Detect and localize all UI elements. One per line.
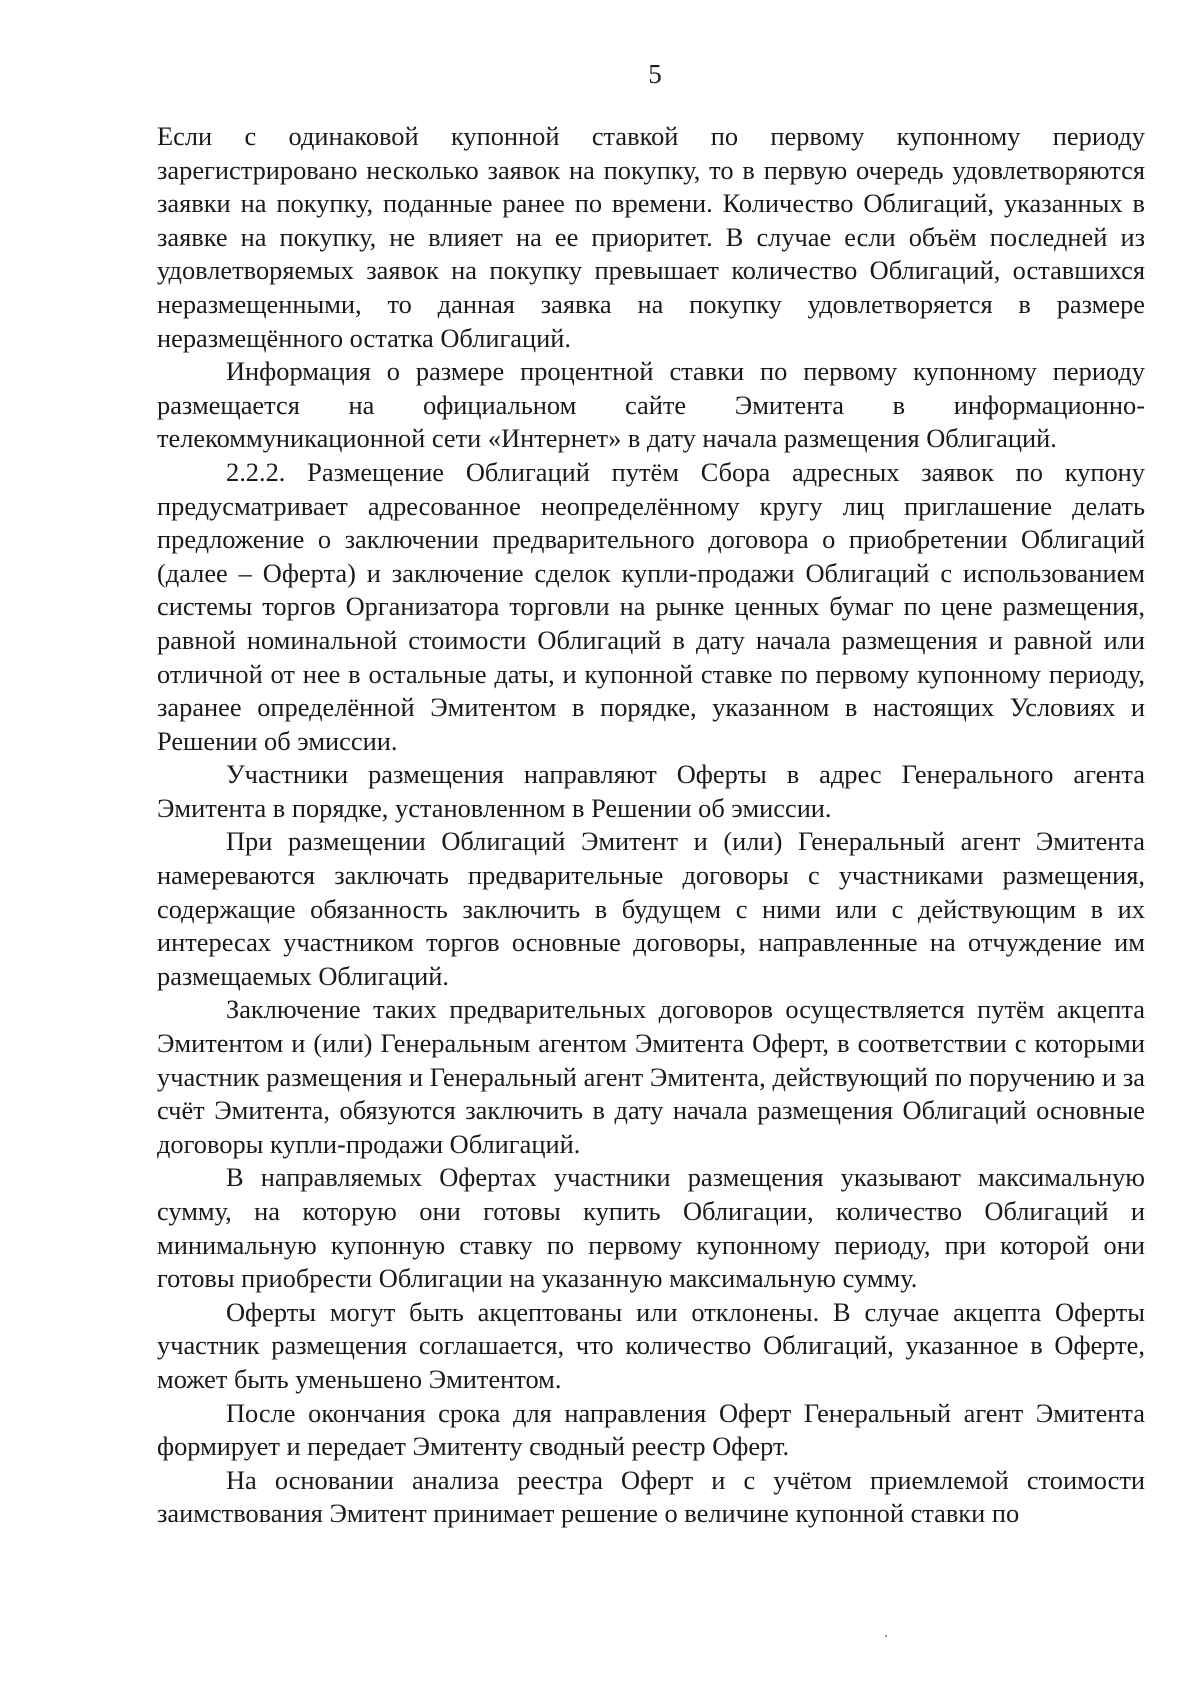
paragraph-priority-rules: Если с одинаковой купонной ставкой по первому купонному периоду зарегистрировано несколько заявок на покупку, то в первую очередь удовлетворяются заявки на покупку, поданные ранее по времени. Количество Облигаций, указанных в заявке на покупку, не влияет на ее приоритет. В случае если объём последней из удовлетворяемых заявок на покупку превышает количество Облигаций, оставшихся неразмещенными, то данная заявка на покупку удовлетворяется в размере неразмещённого остатка Облигаций. bbox=[157, 121, 1145, 353]
page-number: 5 bbox=[648, 59, 662, 89]
document-body bbox=[157, 120, 1145, 1531]
paragraph-offer-register: После окончания срока для направления Оферт Генеральный агент Эмитента формирует и передает Эмитенту сводный реестр Оферт. bbox=[157, 1397, 1145, 1462]
paragraph-preliminary-contracts: При размещении Облигаций Эмитент и (или) Генеральный агент Эмитента намереваются заключать предварительные договоры с участниками размещения, содержащие обязанность заключить в будущем с ними или с действующим в их интересах участником торгов основные договоры, направленные на отчуждение им размещаемых Облигаций. bbox=[157, 826, 1145, 991]
paragraph-section-2-2-2: 2.2.2. Размещение Облигаций путём Сбора адресных заявок по купону предусматривает адресованное неопределённому кругу лиц приглашение делать предложение о заключении предварительного договора о приобретении Облигаций (далее – Оферта) и заключение сделок купли-продажи Облигаций с использованием системы торгов Организатора торговли на рынке ценных бумаг по цене размещения, равной номинальной стоимости Облигаций в дату начала размещения и равной или отличной от нее в остальные даты, и купонной ставке по первому купонному периоду, заранее определённой Эмитентом в порядке, указанном в настоящих Условиях и Решении об эмиссии. bbox=[157, 456, 1145, 756]
paragraph-coupon-decision: На основании анализа реестра Оферт и с учётом приемлемой стоимости заимствования Эмитент принимает решение о величине купонной ставки по bbox=[157, 1464, 1145, 1529]
paragraph-offer-contents: В направляемых Офертах участники размещения указывают максимальную сумму, на которую они готовы купить Облигации, количество Облигаций и минимальную купонную ставку по первому купонному периоду, при которой они готовы приобрести Облигации на указанную максимальную сумму. bbox=[157, 1162, 1145, 1294]
scan-speck bbox=[885, 1635, 887, 1637]
paragraph-offer-acceptance-reduction: Оферты могут быть акцептованы или отклонены. В случае акцепта Оферты участник размещения соглашается, что количество Облигаций, указанное в Оферте, может быть уменьшено Эмитентом. bbox=[157, 1296, 1145, 1394]
paragraph-acceptance: Заключение таких предварительных договоров осуществляется путём акцепта Эмитентом и (или) Генеральным агентом Эмитента Оферт, в соответствии с которыми участник размещения и Генеральный агент Эмитента, действующий по поручению и за счёт Эмитента, обязуются заключить в дату начала размещения Облигаций основные договоры купли-продажи Облигаций. bbox=[157, 994, 1145, 1159]
paragraph-rate-publication: Информация о размере процентной ставки по первому купонному периоду размещается на официальном сайте Эмитента в информационно-телекоммуникационной сети «Интернет» в дату начала размещения Облигаций. bbox=[157, 356, 1145, 454]
paragraph-offers-sent: Участники размещения направляют Оферты в адрес Генерального агента Эмитента в порядке, установленном в Решении об эмиссии. bbox=[157, 759, 1145, 823]
